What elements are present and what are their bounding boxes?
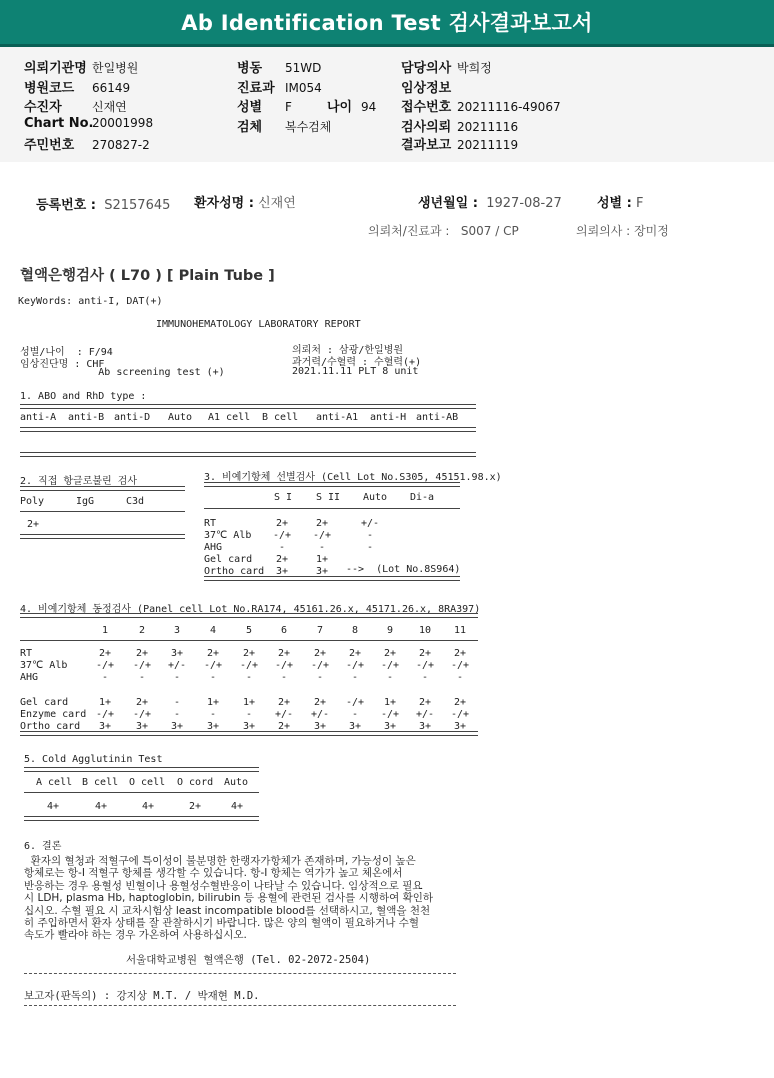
s3-cell: -/+ — [272, 530, 292, 541]
conclusion-line: 속도가 빨라야 하는 경우 가온하여 사용하십시오. — [24, 929, 247, 942]
s4-cell: 2+ — [383, 648, 397, 659]
report-title-bar — [0, 0, 774, 47]
s4-cell: - — [209, 709, 217, 720]
conclusion-line: 항체로는 항-I 적혈구 항체를 생각할 수 있습니다. 항-I 항체는 역가가 높고 체온에서 — [24, 867, 403, 880]
s1-title: 1. ABO and RhD type : — [20, 391, 147, 402]
s4-cell: - — [173, 709, 181, 720]
s4-cell: - — [173, 672, 181, 683]
s4-cell: - — [173, 697, 181, 708]
s4-cell: 3+ — [242, 721, 256, 732]
divider — [20, 534, 185, 539]
s3-cell: - — [366, 530, 374, 541]
header-row-resident-no: 주민번호 270827-2 — [24, 138, 150, 153]
s4-cell: -/+ — [345, 660, 365, 671]
info-diagnosis: 임상진단명 : CHF — [20, 359, 105, 370]
s4-row-label: Gel card — [20, 697, 69, 708]
s4-cell: -/+ — [345, 697, 365, 708]
s4-cell: 2+ — [135, 648, 149, 659]
conclusion-line: 히 주입하면서 환자 상태를 잘 관찰하시기 바랍니다. 많은 양의 혈액이 필요하거나 수혈 — [24, 917, 420, 930]
header-row-hospital-code: 병원코드 66149 — [24, 81, 131, 96]
s4-cell: +/- — [167, 660, 187, 671]
s4-col-header: 6 — [280, 625, 288, 636]
info-referrer: 의뢰처 : 삼광/한일병원 — [292, 345, 404, 356]
s4-cell: 2+ — [277, 721, 291, 732]
s5-header: A cell — [36, 777, 73, 788]
header-row-accession: 접수번호 20211116-49067 — [401, 100, 561, 115]
header-row-request-date: 검사의뢰 20211116 — [401, 120, 519, 135]
s4-cell: 3+ — [170, 648, 184, 659]
s4-row-label: RT — [20, 648, 33, 659]
s2-header: IgG — [76, 496, 95, 507]
s3-row-label: AHG — [204, 542, 223, 553]
s3-cell: 2+ — [315, 518, 329, 529]
s4-cell: 2+ — [418, 648, 432, 659]
s4-cell: 3+ — [98, 721, 112, 732]
s4-cell: 2+ — [313, 697, 327, 708]
s4-cell: 2+ — [348, 648, 362, 659]
divider — [204, 482, 460, 487]
s1-header: A1 cell — [208, 412, 251, 423]
s5-header: O cord — [177, 777, 214, 788]
s4-row-label: Ortho card — [20, 721, 81, 732]
s4-cell: -/+ — [132, 709, 152, 720]
s3-cell: - — [366, 542, 374, 553]
divider — [24, 1005, 456, 1006]
s5-value: 4+ — [142, 801, 155, 812]
s4-col-header: 1 — [101, 625, 109, 636]
s4-cell: +/- — [274, 709, 294, 720]
divider — [20, 452, 476, 457]
s4-cell: 2+ — [313, 648, 327, 659]
s3-row-label: Ortho card — [204, 566, 265, 577]
s5-value: 4+ — [47, 801, 60, 812]
s4-cell: 2+ — [206, 648, 220, 659]
header-row-clinical-info: 임상정보 — [401, 81, 452, 96]
s4-cell: 2+ — [453, 648, 467, 659]
s4-title: 4. 비예기항체 동정검사 (Panel cell Lot No.RA174, 45161.26.x, 45171.26.x, 8RA397) — [20, 604, 481, 615]
s4-cell: -/+ — [203, 660, 223, 671]
s4-cell: 3+ — [206, 721, 220, 732]
report-panel — [0, 162, 774, 1078]
conclusion-line: 환자의 혈청과 적혈구에 특이성이 불분명한 한랭자가항체가 존재하며, 가능성이 높은 — [24, 855, 416, 867]
s4-cell: -/+ — [132, 660, 152, 671]
s3-header: Auto — [363, 492, 388, 503]
patient-sex: 성별 : F — [597, 196, 644, 211]
s4-cell: - — [245, 672, 253, 683]
referring-doctor: 의뢰의사 : 장미정 — [576, 224, 669, 238]
divider — [24, 973, 456, 974]
s4-cell: -/+ — [310, 660, 330, 671]
s4-cell: +/- — [415, 709, 435, 720]
s3-cell: - — [318, 542, 326, 553]
s1-header: anti-B — [68, 412, 105, 423]
s4-col-header: 10 — [418, 625, 432, 636]
divider — [20, 427, 476, 432]
s5-header: Auto — [224, 777, 249, 788]
header-row-patient: 수진자 신재연 — [24, 100, 127, 115]
s2-value-poly: 2+ — [27, 519, 40, 530]
s4-col-header: 4 — [209, 625, 217, 636]
s4-cell: 2+ — [98, 648, 112, 659]
s4-cell: 3+ — [453, 721, 467, 732]
s3-header: Di-a — [410, 492, 435, 503]
s4-row-label: 37℃ Alb — [20, 660, 68, 671]
divider — [20, 511, 185, 512]
s4-cell: -/+ — [380, 709, 400, 720]
divider — [20, 613, 478, 618]
s4-cell: 3+ — [313, 721, 327, 732]
report-title: Ab Identification Test 검사결과보고서 — [181, 11, 593, 35]
s4-cell: - — [386, 672, 394, 683]
s3-cell: +/- — [360, 518, 380, 529]
divider — [20, 486, 185, 491]
s1-header: Auto — [168, 412, 193, 423]
divider — [24, 816, 259, 821]
info-transfusion: 과거력/수혈력 : 수혈력(+) — [292, 357, 422, 368]
s5-title: 5. Cold Agglutinin Test — [24, 754, 163, 765]
s4-cell: 3+ — [383, 721, 397, 732]
s4-col-header: 3 — [173, 625, 181, 636]
referring-dept: 의뢰처/진료과 : S007 / CP — [368, 224, 519, 238]
divider — [204, 576, 460, 581]
s1-header: anti-A1 — [316, 412, 359, 423]
s3-cell: 3+ — [315, 566, 329, 577]
s5-header: B cell — [82, 777, 119, 788]
s4-cell: - — [351, 709, 359, 720]
keywords: KeyWords: anti-I, DAT(+) — [18, 296, 163, 307]
conclusion-line: 시 LDH, plasma Hb, haptoglobin, bilirubin 등 용혈에 관련된 검사를 시행하여 확인하 — [24, 892, 434, 905]
header-row-physician: 담당의사 박희정 — [401, 61, 492, 76]
s1-header: anti-AB — [416, 412, 459, 423]
patient-name: 환자성명 : 신재연 — [194, 196, 296, 211]
conclusion-text — [24, 855, 524, 942]
s4-cell: 3+ — [135, 721, 149, 732]
s3-cell: 2+ — [275, 518, 289, 529]
s4-cell: - — [101, 672, 109, 683]
divider — [204, 508, 460, 509]
s1-header: B cell — [262, 412, 299, 423]
divider — [20, 404, 476, 409]
s4-cell: - — [316, 672, 324, 683]
s4-cell: 2+ — [277, 648, 291, 659]
header-row-ward: 병동 51WD — [237, 61, 322, 76]
header-row-report-date: 결과보고 20211119 — [401, 138, 519, 153]
s4-cell: 3+ — [348, 721, 362, 732]
divider — [24, 792, 259, 793]
lab-report-title: IMMUNOHEMATOLOGY LABORATORY REPORT — [156, 319, 361, 330]
s4-col-header: 9 — [386, 625, 394, 636]
s1-header: anti-D — [114, 412, 151, 423]
s4-cell: -/+ — [274, 660, 294, 671]
s2-header: C3d — [126, 496, 145, 507]
s4-cell: 3+ — [418, 721, 432, 732]
s3-header: S II — [316, 492, 341, 503]
header-row-chart-no: Chart No.20001998 — [24, 116, 154, 131]
s3-cell: 1+ — [315, 554, 329, 565]
s4-row-label: AHG — [20, 672, 39, 683]
s4-cell: - — [138, 672, 146, 683]
s4-cell: -/+ — [450, 660, 470, 671]
s4-cell: 2+ — [277, 697, 291, 708]
s3-lot-note: --> (Lot No.8S964) — [346, 564, 461, 575]
s4-cell: 2+ — [135, 697, 149, 708]
s4-cell: 1+ — [242, 697, 256, 708]
s4-cell: -/+ — [450, 709, 470, 720]
divider — [20, 640, 478, 641]
s4-col-header: 5 — [245, 625, 253, 636]
header-row-specimen: 검체 복수검체 — [237, 120, 332, 135]
info-plt: 2021.11.11 PLT 8 unit — [292, 366, 419, 377]
blood-bank: 서울대학교병원 혈액은행 (Tel. 02-2072-2504) — [126, 954, 371, 966]
s4-cell: -/+ — [95, 709, 115, 720]
reg-no: 등록번호 : S2157645 — [36, 198, 171, 213]
header-row-sex: 성별 F 나이 94 — [237, 100, 377, 115]
s4-cell: 2+ — [418, 697, 432, 708]
s6-title: 6. 결론 — [24, 841, 62, 852]
conclusion-line: 반응하는 경우 용혈성 빈혈이나 용혈성수혈반응이 나타날 수 있습니다. 임상적으로 필요 — [24, 879, 423, 892]
s4-cell: 3+ — [170, 721, 184, 732]
s4-row-label: Enzyme card — [20, 709, 87, 720]
s4-cell: - — [351, 672, 359, 683]
header-row-dept: 진료과 IM054 — [237, 81, 322, 96]
s4-cell: - — [209, 672, 217, 683]
s3-row-label: 37℃ Alb — [204, 530, 252, 541]
s4-col-header: 2 — [138, 625, 146, 636]
s5-value: 4+ — [231, 801, 244, 812]
s2-title: 2. 직접 항글로불린 검사 — [20, 476, 138, 487]
s4-cell: 1+ — [383, 697, 397, 708]
birth-date: 생년월일 : 1927-08-27 — [418, 196, 562, 211]
s3-title: 3. 비예기항체 선별검사 (Cell Lot No.S305, 45151.98.x) — [204, 472, 502, 483]
info-screening: Ab screening test (+) — [20, 367, 225, 378]
s4-cell: 2+ — [453, 697, 467, 708]
s4-cell: -/+ — [95, 660, 115, 671]
s4-col-header: 7 — [316, 625, 324, 636]
s4-cell: 1+ — [206, 697, 220, 708]
s4-cell: -/+ — [380, 660, 400, 671]
s4-cell: - — [245, 709, 253, 720]
s3-cell: -/+ — [312, 530, 332, 541]
s4-cell: -/+ — [415, 660, 435, 671]
s4-cell: - — [280, 672, 288, 683]
s2-header: Poly — [20, 496, 45, 507]
s4-col-header: 8 — [351, 625, 359, 636]
info-sex-age: 성별/나이 : F/94 — [20, 347, 113, 358]
s3-header: S I — [274, 492, 293, 503]
divider — [20, 731, 478, 736]
s3-cell: 3+ — [275, 566, 289, 577]
s4-cell: - — [456, 672, 464, 683]
s5-value: 4+ — [95, 801, 108, 812]
test-title: 혈액은행검사 ( L70 ) [ Plain Tube ] — [20, 268, 275, 284]
s3-cell: - — [278, 542, 286, 553]
s3-cell: 2+ — [275, 554, 289, 565]
s1-header: anti-H — [370, 412, 407, 423]
s4-cell: 2+ — [242, 648, 256, 659]
header-row-institution: 의뢰기관명 한일병원 — [24, 61, 139, 76]
s3-row-label: RT — [204, 518, 217, 529]
s5-header: O cell — [129, 777, 166, 788]
conclusion-line: 십시오. 수혈 필요 시 교차시험상 least incompatible blood를 선택하시고, 혈액을 천천 — [24, 904, 431, 917]
s4-col-header: 11 — [453, 625, 467, 636]
reporter: 보고자(판독의) : 강지상 M.T. / 박재현 M.D. — [24, 990, 260, 1002]
s3-row-label: Gel card — [204, 554, 253, 565]
s4-cell: -/+ — [239, 660, 259, 671]
s4-cell: - — [421, 672, 429, 683]
divider — [24, 767, 259, 772]
s1-header: anti-A — [20, 412, 57, 423]
s4-cell: +/- — [310, 709, 330, 720]
s5-value: 2+ — [189, 801, 202, 812]
s4-cell: 1+ — [98, 697, 112, 708]
